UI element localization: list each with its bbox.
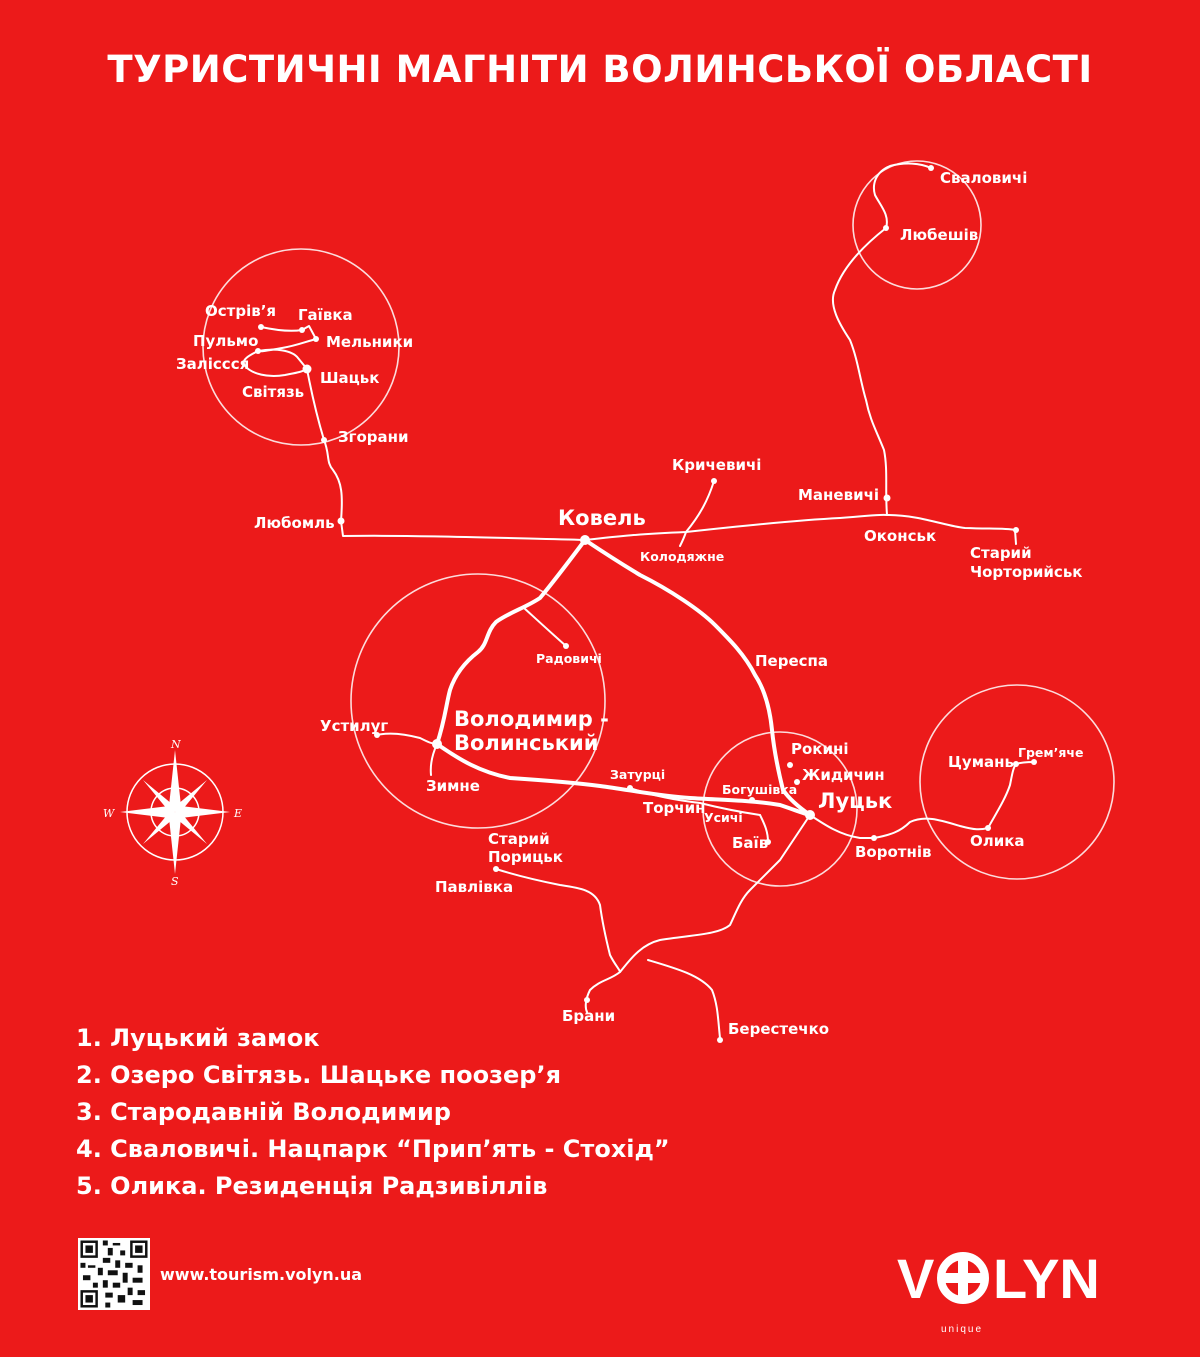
city-dots — [255, 165, 1037, 1043]
dot-ostrivia — [258, 324, 264, 330]
label-zymne: Зимне — [426, 777, 480, 795]
label-kovel: Ковель — [558, 506, 646, 530]
dot-lutsk — [805, 810, 815, 820]
compass-w: W — [103, 807, 115, 820]
road-lutsk-berestechko — [586, 815, 810, 1012]
dot-bohushivka — [749, 797, 755, 803]
roads — [244, 164, 1034, 1038]
label-staryi-2: Старий — [488, 830, 550, 848]
label-zgorany: Згорани — [338, 428, 409, 446]
label-olyka: Олика — [970, 832, 1025, 850]
compass-n: N — [171, 738, 181, 751]
dot-berestechko — [717, 1037, 723, 1043]
dot-rokyni — [787, 762, 793, 768]
label-pereispa: Переспа — [755, 652, 829, 670]
label-tsuman: Цумань — [948, 753, 1014, 771]
legend-item: 4. Сваловичі. Нацпарк “Прип’ять - Стохід” — [76, 1135, 670, 1163]
road-lutsk-olyka — [810, 815, 988, 838]
dot-brany — [584, 997, 590, 1003]
label-ostrivia: Острів’я — [205, 302, 277, 320]
label-manevychi: Маневичі — [798, 486, 880, 504]
road-ustyluh — [377, 734, 437, 744]
road-liubomyl-kovel — [341, 521, 585, 540]
label-hremiache: Грем’яче — [1018, 745, 1084, 760]
label-melnyky: Мельники — [326, 333, 414, 351]
road-pulmo-shatsk — [258, 350, 307, 369]
city-labels — [176, 169, 1083, 1038]
dot-kovel — [580, 535, 590, 545]
compass-rose — [103, 738, 242, 888]
label-porytsk: Порицьк — [488, 848, 563, 866]
label-torchyn: Торчин — [643, 799, 706, 817]
label-pavlivka: Павлівка — [435, 878, 514, 896]
label-svalovychi: Сваловичі — [940, 169, 1028, 187]
label-volodymyr-1: Володимир - — [454, 707, 609, 731]
label-lutsk: Луцьк — [818, 789, 893, 813]
label-rokyni: Рокині — [791, 740, 849, 758]
road-manevychi-svalovychi — [833, 164, 931, 515]
website-link[interactable]: www.tourism.volyn.ua — [160, 1265, 363, 1284]
label-vorotniv: Воротнів — [855, 843, 932, 861]
dot-manevychi — [884, 495, 891, 502]
label-berestechko: Берестечко — [728, 1020, 830, 1038]
label-bohushivka: Богушівка — [722, 782, 798, 797]
label-volodymyr-2: Волинський — [454, 731, 599, 755]
label-usychi: Усичі — [704, 810, 743, 825]
dot-radovychi — [563, 643, 569, 649]
label-svitiaz: Світязь — [242, 383, 305, 401]
label-baiv: Баїв — [732, 834, 769, 852]
dot-vorotniv — [871, 835, 877, 841]
label-liubeshiv: Любешів — [900, 226, 979, 244]
road-krychevychi — [680, 481, 714, 546]
label-okonsk: Оконськ — [864, 527, 937, 545]
dot-melnyky — [313, 336, 319, 342]
label-shatsk: Шацьк — [320, 369, 380, 387]
dot-volodymyr — [432, 739, 442, 749]
road-radovychi — [524, 608, 566, 646]
dot-svalovychi — [928, 165, 934, 171]
legend-item: 3. Стародавній Володимир — [76, 1098, 451, 1126]
label-radovychi: Радовичі — [536, 651, 602, 666]
label-kolodiazhne: Колодяжне — [640, 549, 725, 564]
label-staryi-1: Старий — [970, 544, 1032, 562]
label-ustyluh: Устилуг — [320, 717, 389, 735]
svg-text:LYN: LYN — [993, 1247, 1100, 1310]
dot-olyka — [985, 825, 991, 831]
label-zalissia: Заліссся — [176, 355, 250, 373]
legend-item: 2. Озеро Світязь. Шацьке поозер’я — [76, 1061, 561, 1089]
page-title: ТУРИСТИЧНІ МАГНІТИ ВОЛИНСЬКОЇ ОБЛАСТІ — [107, 48, 1093, 91]
dot-krychevychi — [711, 478, 717, 484]
label-liubomyl: Любомль — [254, 514, 335, 532]
dot-zatursi — [627, 785, 633, 791]
dot-zgorany — [321, 437, 327, 443]
dot-liubeshiv — [883, 225, 889, 231]
qr-code-icon — [78, 1238, 150, 1310]
label-zatursi: Затурці — [610, 767, 666, 782]
compass-e: E — [234, 807, 243, 820]
svg-text:V: V — [897, 1247, 935, 1310]
label-krychevychi: Кричевичі — [672, 456, 762, 474]
dot-liubomyl — [338, 518, 345, 525]
dot-pavlivka — [493, 866, 499, 872]
legend-item: 1. Луцький замок — [76, 1024, 320, 1052]
dot-haivka — [299, 327, 305, 333]
compass-s: S — [171, 875, 179, 888]
attractions-legend — [76, 1020, 670, 1205]
label-brany: Брани — [562, 1007, 616, 1025]
label-haivka: Гаївка — [298, 306, 353, 324]
road-porytsk — [496, 869, 620, 972]
legend-item: 5. Олика. Резиденція Радзивіллів — [76, 1172, 548, 1200]
cross-emblem-icon — [941, 1256, 985, 1300]
dot-chortoryisk — [1013, 527, 1019, 533]
logo-tagline: unique — [941, 1324, 984, 1335]
label-pulmo: Пульмо — [193, 332, 259, 350]
dot-shatsk — [303, 365, 312, 374]
road-olyka-tsuman — [988, 762, 1034, 828]
road-kovel-chortoryisk — [585, 515, 1016, 544]
volyn-logo — [897, 1246, 1127, 1346]
label-zhydychyn: Жидичин — [802, 766, 885, 784]
label-chortoryisk: Чорторийськ — [970, 563, 1083, 581]
